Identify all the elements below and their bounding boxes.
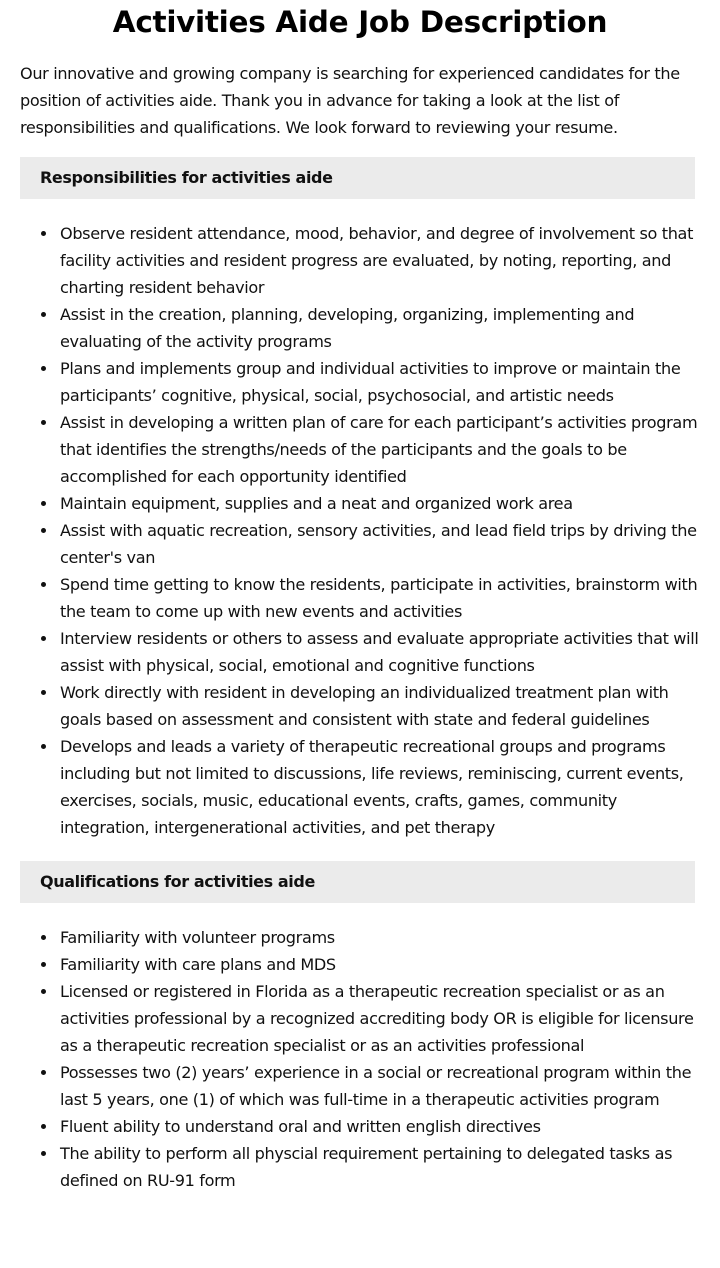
intro-paragraph: Our innovative and growing company is searching for experienced candidates for the position of activities aide. Thank you in advance for taking a look at the list of responsibilities and qualifications. We look forward to reviewing your resume.	[20, 64, 680, 137]
responsibilities-list	[20, 220, 700, 841]
qualification-item: Familiarity with care plans and MDS	[60, 951, 700, 978]
responsibility-item: Develops and leads a variety of therapeutic recreational groups and programs including but not limited to discussions, life reviews, reminiscing, current events, exercises, socials, music, educational events, crafts, games, community integration, intergenerational activities, and pet therapy	[60, 733, 700, 841]
responsibility-item: Assist in the creation, planning, developing, organizing, implementing and evaluating of the activity programs	[60, 301, 700, 355]
qualifications-heading: Qualifications for activities aide	[20, 861, 695, 903]
responsibility-item: Work directly with resident in developing an individualized treatment plan with goals based on assessment and consistent with state and federal guidelines	[60, 679, 700, 733]
responsibility-item: Observe resident attendance, mood, behavior, and degree of involvement so that facility activities and resident progress are evaluated, by noting, reporting, and charting resident behavior	[60, 220, 700, 301]
responsibility-item: Assist in developing a written plan of care for each participant’s activities program that identifies the strengths/needs of the participants and the goals to be accomplished for each opportunity identified	[60, 409, 700, 490]
responsibility-item: Interview residents or others to assess and evaluate appropriate activities that will assist with physical, social, emotional and cognitive functions	[60, 625, 700, 679]
qualification-item: The ability to perform all physcial requirement pertaining to delegated tasks as defined on RU-91 form	[60, 1140, 700, 1194]
responsibility-item: Assist with aquatic recreation, sensory activities, and lead field trips by driving the center's van	[60, 517, 700, 571]
responsibilities-heading: Responsibilities for activities aide	[20, 157, 695, 199]
responsibility-item: Spend time getting to know the residents, participate in activities, brainstorm with the team to come up with new events and activities	[60, 571, 700, 625]
qualification-item: Familiarity with volunteer programs	[60, 924, 700, 951]
qualification-item: Licensed or registered in Florida as a therapeutic recreation specialist or as an activities professional by a recognized accrediting body OR is eligible for licensure as a therapeutic recreation specialist or as an activities professional	[60, 978, 700, 1059]
responsibility-item: Plans and implements group and individual activities to improve or maintain the participants’ cognitive, physical, social, psychosocial, and artistic needs	[60, 355, 700, 409]
responsibility-item: Maintain equipment, supplies and a neat and organized work area	[60, 490, 700, 517]
qualification-item: Possesses two (2) years’ experience in a social or recreational program within the last 5 years, one (1) of which was full-time in a therapeutic activities program	[60, 1059, 700, 1113]
qualification-item: Fluent ability to understand oral and written english directives	[60, 1113, 700, 1140]
qualifications-list	[20, 924, 700, 1194]
page-title: Activities Aide Job Description	[112, 5, 608, 39]
